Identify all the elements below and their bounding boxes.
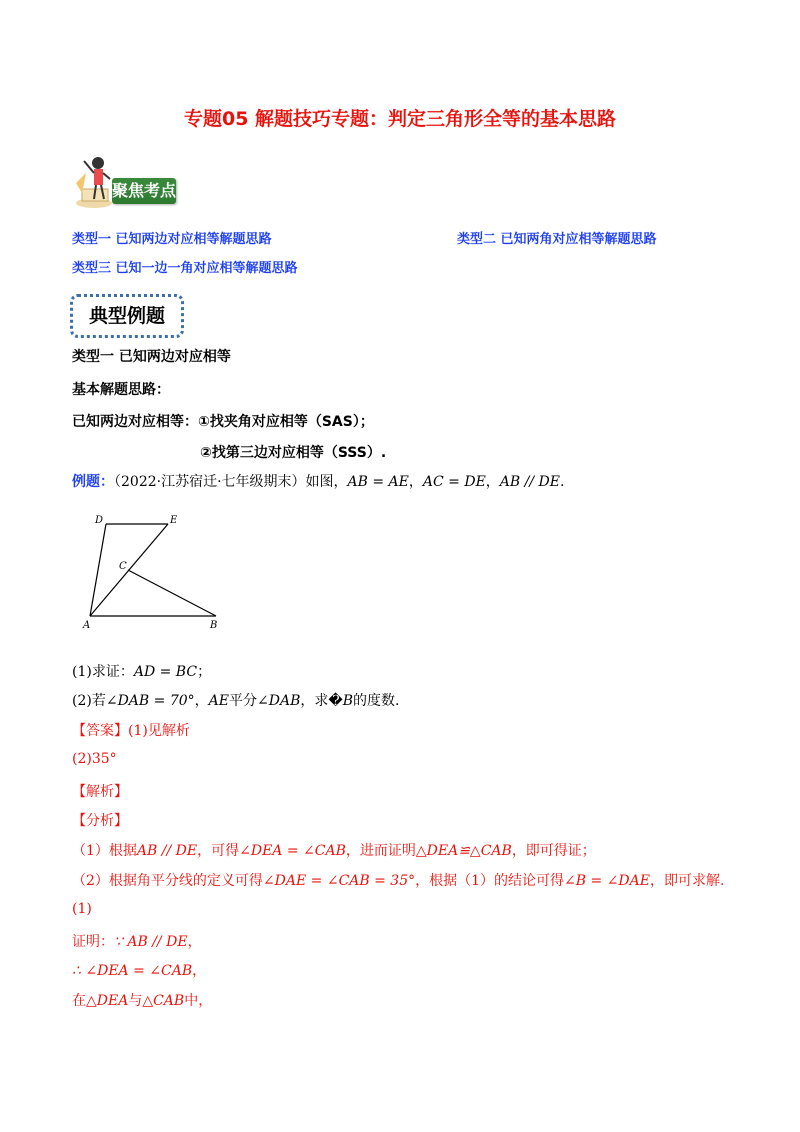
question-1	[72, 661, 211, 681]
page-title: 专题05 解题技巧专题：判定三角形全等的基本思路	[183, 108, 617, 130]
toc-type3-link[interactable]: 类型三 已知一边一角对应相等解题思路	[72, 261, 298, 276]
separator: ，	[485, 474, 500, 490]
proof3-triangle1: △DEA	[86, 993, 129, 1009]
q2-angle-expression: ∠DAB = 70°	[105, 693, 195, 709]
focus-banner-label: 聚焦考点	[112, 178, 176, 204]
q2-b: B	[342, 693, 354, 709]
fenxi1-expr2: ∠DEA = ∠CAB	[239, 843, 346, 859]
q2-angle: ∠DAB	[257, 693, 301, 709]
proof-line-3	[72, 990, 212, 1010]
fenxi1-mid2: ，进而证明	[345, 843, 416, 859]
toc-type2-link[interactable]: 类型二 已知两角对应相等解题思路	[457, 232, 657, 247]
label-d: D	[95, 515, 104, 526]
q2-sep: ，	[194, 693, 209, 709]
proof1-expr: ∵ AB // DE	[114, 934, 188, 950]
q2-angle-symbol: �	[328, 693, 343, 709]
fenxi1-mid1: ，可得	[197, 843, 240, 859]
example-heading-box: 典型例题	[70, 294, 184, 338]
q1-end: ；	[197, 664, 212, 680]
q2-ask: ，求	[300, 693, 329, 709]
fenxi1-expr3: △DEA≌△CAB	[415, 843, 512, 859]
answer-line-1	[72, 720, 190, 740]
segment-da	[90, 524, 106, 616]
fenxi1-expr1: AB // DE	[136, 843, 198, 859]
fenxi-label: 【分析】	[72, 813, 128, 829]
period: .	[559, 474, 565, 490]
condition-ab-parallel-de: AB // DE	[499, 474, 560, 490]
basic-idea-label: 基本解题思路：	[72, 382, 170, 398]
fenxi1-end: ，即可得证；	[511, 843, 596, 859]
proof-part-label: (1)	[72, 901, 92, 917]
proof-line-2	[72, 960, 206, 980]
fenxi2-expr1: ∠DAE = ∠CAB = 35°	[262, 873, 416, 889]
section-heading: 类型一 已知两边对应相等	[72, 349, 231, 365]
toc-type1-link[interactable]: 类型一 已知两边对应相等解题思路	[72, 232, 272, 247]
label-c: C	[119, 561, 127, 572]
proof3-triangle2: △CAB	[142, 993, 185, 1009]
condition-ac-de: AC = DE	[422, 474, 486, 490]
answer-label: 【答案】	[72, 723, 128, 739]
fenxi2-end: ，即可求解.	[649, 873, 725, 889]
answer-1: (1)见解析	[128, 723, 190, 739]
condition-ab-ae: AB = AE	[347, 474, 409, 490]
fenxi2-prefix: （2）根据角平分线的定义可得	[72, 873, 263, 889]
q2-ae: AE	[208, 693, 229, 709]
separator: ，	[408, 474, 423, 490]
label-a: A	[83, 620, 91, 631]
proof1-prefix: 证明：	[72, 934, 114, 950]
proof-line-1	[72, 931, 202, 951]
label-b: B	[210, 620, 218, 631]
proof3-mid: 与	[128, 993, 143, 1009]
q1-prefix: (1)求证：	[72, 664, 134, 680]
analysis-label: 【解析】	[72, 784, 128, 800]
question-2	[72, 690, 399, 710]
geometry-figure	[80, 510, 230, 635]
idea-line-2: ②找第三边对应相等（SSS）.	[200, 445, 387, 461]
proof2-expr: ∴ ∠DEA = ∠CAB	[72, 963, 193, 979]
fenxi-line-2	[72, 870, 724, 890]
proof1-end: ，	[187, 934, 202, 950]
fenxi2-mid: ，根据（1）的结论可得	[415, 873, 565, 889]
q2-prefix: (2)若	[72, 693, 106, 709]
q2-bisect: 平分	[229, 693, 257, 709]
fenxi1-prefix: （1）根据	[72, 843, 137, 859]
proof2-end: ，	[192, 963, 207, 979]
fenxi-line-1	[72, 840, 596, 860]
q1-expression: AD = BC	[133, 664, 198, 680]
example-source: （2022·江苏宿迁·七年级期末）如图，	[114, 474, 348, 490]
q2-end: 的度数.	[353, 693, 400, 709]
fenxi2-expr2: ∠B = ∠DAE	[564, 873, 650, 889]
answer-2: (2)35°	[72, 751, 117, 767]
example-label: 例题：	[72, 474, 114, 490]
proof3-prefix: 在	[72, 993, 86, 1009]
segment-cb	[128, 570, 216, 616]
proof3-end: 中，	[184, 993, 213, 1009]
example-statement	[72, 471, 564, 491]
idea-line-1: 已知两边对应相等：①找夹角对应相等（SAS）；	[72, 414, 374, 430]
label-e: E	[170, 515, 178, 526]
